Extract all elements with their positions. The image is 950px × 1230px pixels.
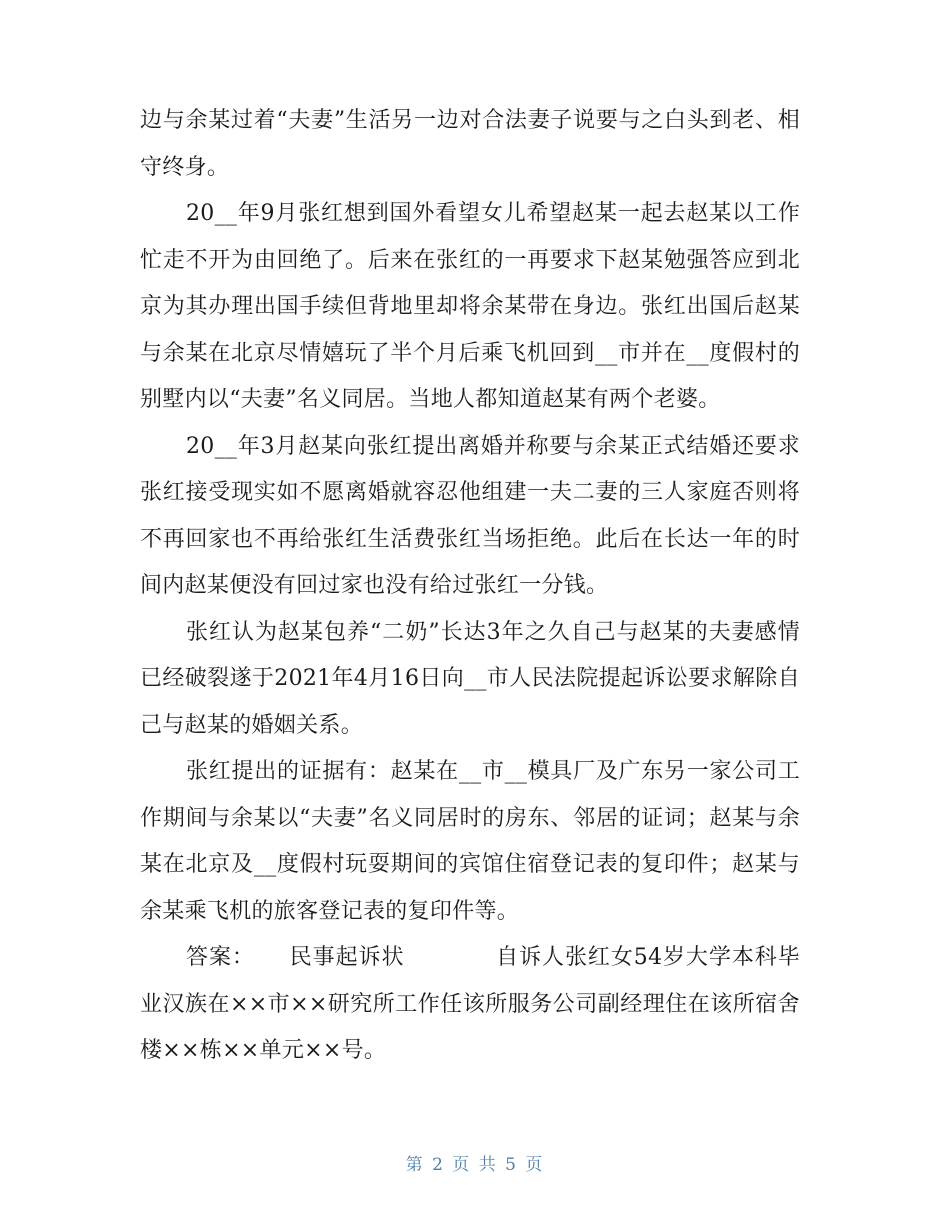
paragraph-2: 20__年9月张红想到国外看望女儿希望赵某一起去赵某以工作忙走不开为由回绝了。后来在张红的一再要求下赵某勉强答应到北京为其办理出国手续但背地里却将余某带在身边。张红出国后赵某与余某在北京尽情嬉玩了半个月后乘飞机回到__市并在__度假村的别墅内以“夫妻”名义同居。当地人都知道赵某有两个老婆。 [140, 201, 800, 412]
paragraph-1: 边与余某过着“夫妻”生活另一边对合法妻子说要与之白头到老、相守终身。 [140, 108, 800, 180]
paragraph-4: 张红认为赵某包养“二奶”长达3年之久自己与赵某的夫妻感情已经破裂遂于2021年4月16日向__市人民法院提起诉讼要求解除自己与赵某的婚姻关系。 [140, 619, 800, 738]
paragraph-5: 张红提出的证据有：赵某在__市__模具厂及广东另一家公司工作期间与余某以“夫妻”名义同居时的房东、邻居的证词；赵某与余某在北京及__度假村玩耍期间的宾馆住宿登记表的复印件；赵某与余某乘飞机的旅客登记表的复印件等。 [140, 759, 800, 924]
paragraph-6: 答案： 民事起诉状 自诉人张红女54岁大学本科毕业汉族在××市××研究所工作任该所服务公司副经理住在该所宿舍楼××栋××单元××号。 [140, 945, 800, 1063]
paragraph-3: 20__年3月赵某向张红提出离婚并称要与余某正式结婚还要求张红接受现实如不愿离婚就容忍他组建一夫二妻的三人家庭否则将不再回家也不再给张红生活费张红当场拒绝。此后在长达一年的时间内赵某便没有回过家也没有给过张红一分钱。 [140, 433, 800, 598]
page-number: 第 2 页 共 5 页 [405, 1155, 545, 1175]
document-body [140, 98, 800, 1075]
